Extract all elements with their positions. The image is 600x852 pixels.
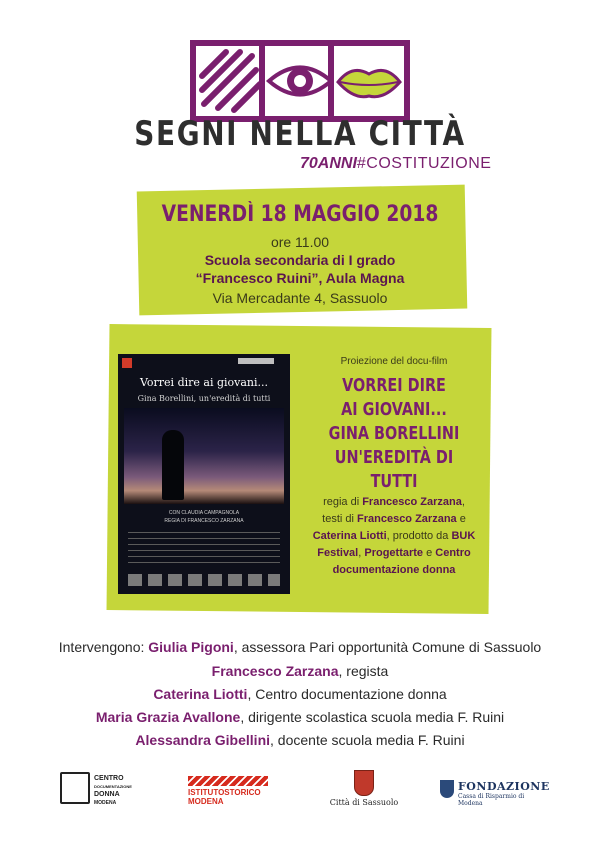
speaker-role: , docente scuola media F. Ruini <box>270 732 465 748</box>
film-title <box>314 374 474 494</box>
logo-citta-di-sassuolo <box>322 770 406 807</box>
poster-sponsor-logos <box>128 574 280 586</box>
lips-icon <box>334 46 404 116</box>
ist-name: ISTITUTOSTORICO <box>188 788 261 797</box>
film-intro: Proiezione del docu-film <box>340 356 448 367</box>
film-title-line: VORREI DIRE <box>342 375 446 396</box>
speaker-name: Alessandra Gibellini <box>135 732 271 748</box>
credit-text: regia di <box>323 496 363 508</box>
credit-name: documentazione donna <box>332 564 456 576</box>
poster-cast: CON CLAUDIA CAMPAGNOLA <box>168 510 240 516</box>
speaker-name: Maria Grazia Avallone <box>95 709 241 725</box>
speaker-role: , assessora Pari opportunità Comune di Sassuolo <box>233 639 542 655</box>
credit-text: , <box>461 496 465 508</box>
film-title-line: AI GIOVANI... <box>341 399 447 420</box>
poster-direction: REGIA DI FRANCESCO ZARZANA <box>164 518 244 524</box>
credit-text: e <box>456 513 466 525</box>
fondazione-subtitle: Cassa di Risparmio di Modena <box>458 793 525 807</box>
credit-name: Centro <box>435 547 471 559</box>
film-title-line: UN'EREDITÀ DI TUTTI <box>334 447 454 492</box>
fondazione-shield-icon <box>440 780 454 798</box>
poster-producer-logo <box>238 358 274 364</box>
logo-subtitle <box>300 155 491 173</box>
speaker-name: Francesco Zarzana <box>211 663 339 679</box>
cdd-line: MODENA <box>94 800 117 806</box>
logo-istituto-storico <box>188 776 268 806</box>
credit-name: Festival <box>317 547 359 559</box>
poster-photo <box>124 408 284 504</box>
hand-icon <box>196 46 266 116</box>
event-venue-line1: Scuola secondaria di I grado <box>204 252 396 268</box>
credit-text: , prodotto da <box>386 530 452 542</box>
event-venue-line2: “Francesco Ruini”, Aula Magna <box>195 270 405 286</box>
film-title-line: GINA BORELLINI <box>328 423 460 444</box>
credit-name: Francesco Zarzana <box>362 496 462 508</box>
event-address: Via Mercadante 4, Sassuolo <box>212 290 388 306</box>
cdd-line: DONNA <box>94 791 120 798</box>
speaker-line <box>0 686 600 702</box>
logo-title: SEGNI NELLA CITTÀ <box>134 114 466 154</box>
credit-name: Caterina Liotti <box>312 530 387 542</box>
ist-stripe-icon <box>188 776 268 786</box>
film-credits <box>294 494 494 579</box>
speaker-role: , dirigente scolastica scuola media F. Ruini <box>240 709 505 725</box>
logo-hashtag: #COSTITUZIONE <box>356 155 492 172</box>
cdd-line: DOCUMENTAZIONE <box>94 784 132 789</box>
event-time: ore 11.00 <box>270 234 330 250</box>
poster-figure-silhouette <box>162 430 184 500</box>
ist-city: MODENA <box>188 797 224 806</box>
cdd-text <box>94 775 132 807</box>
poster-subtitle: Gina Borellini, un'eredità di tutti <box>137 394 271 403</box>
cdd-line: CENTRO <box>94 775 124 782</box>
credit-name: BUK <box>451 530 476 542</box>
speaker-line <box>0 709 600 725</box>
speaker-name: Giulia Pigoni <box>148 639 234 655</box>
event-date: VENERDÌ 18 MAGGIO 2018 <box>161 202 439 227</box>
logo-lips-box <box>328 40 410 122</box>
speaker-role: , regista <box>338 663 389 679</box>
logo-years: 70ANNI <box>300 155 357 172</box>
fondazione-name: FONDAZIONE <box>458 780 550 793</box>
speaker-role: , Centro documentazione donna <box>247 686 447 702</box>
eye-icon <box>265 46 335 116</box>
speakers-intro: Intervengono: <box>58 639 149 655</box>
speaker-line <box>0 663 600 679</box>
speaker-name: Caterina Liotti <box>153 686 248 702</box>
cdd-portrait-icon <box>60 772 90 804</box>
poster-logo-icon <box>122 358 132 368</box>
film-poster <box>118 354 290 594</box>
poster-title: Vorrei dire ai giovani... <box>139 376 269 389</box>
logo-centro-documentazione-donna <box>60 772 170 808</box>
credit-name: Progettarte <box>364 547 424 559</box>
speaker-line <box>0 639 600 655</box>
coat-of-arms-icon <box>354 770 374 796</box>
credit-name: Francesco Zarzana <box>357 513 457 525</box>
credit-text: e <box>423 547 436 559</box>
credit-text: , <box>358 547 365 559</box>
poster-credits-block <box>128 532 280 566</box>
credit-text: testi di <box>322 513 357 525</box>
city-name: Città di Sassuolo <box>329 798 399 807</box>
speaker-line <box>0 732 600 748</box>
